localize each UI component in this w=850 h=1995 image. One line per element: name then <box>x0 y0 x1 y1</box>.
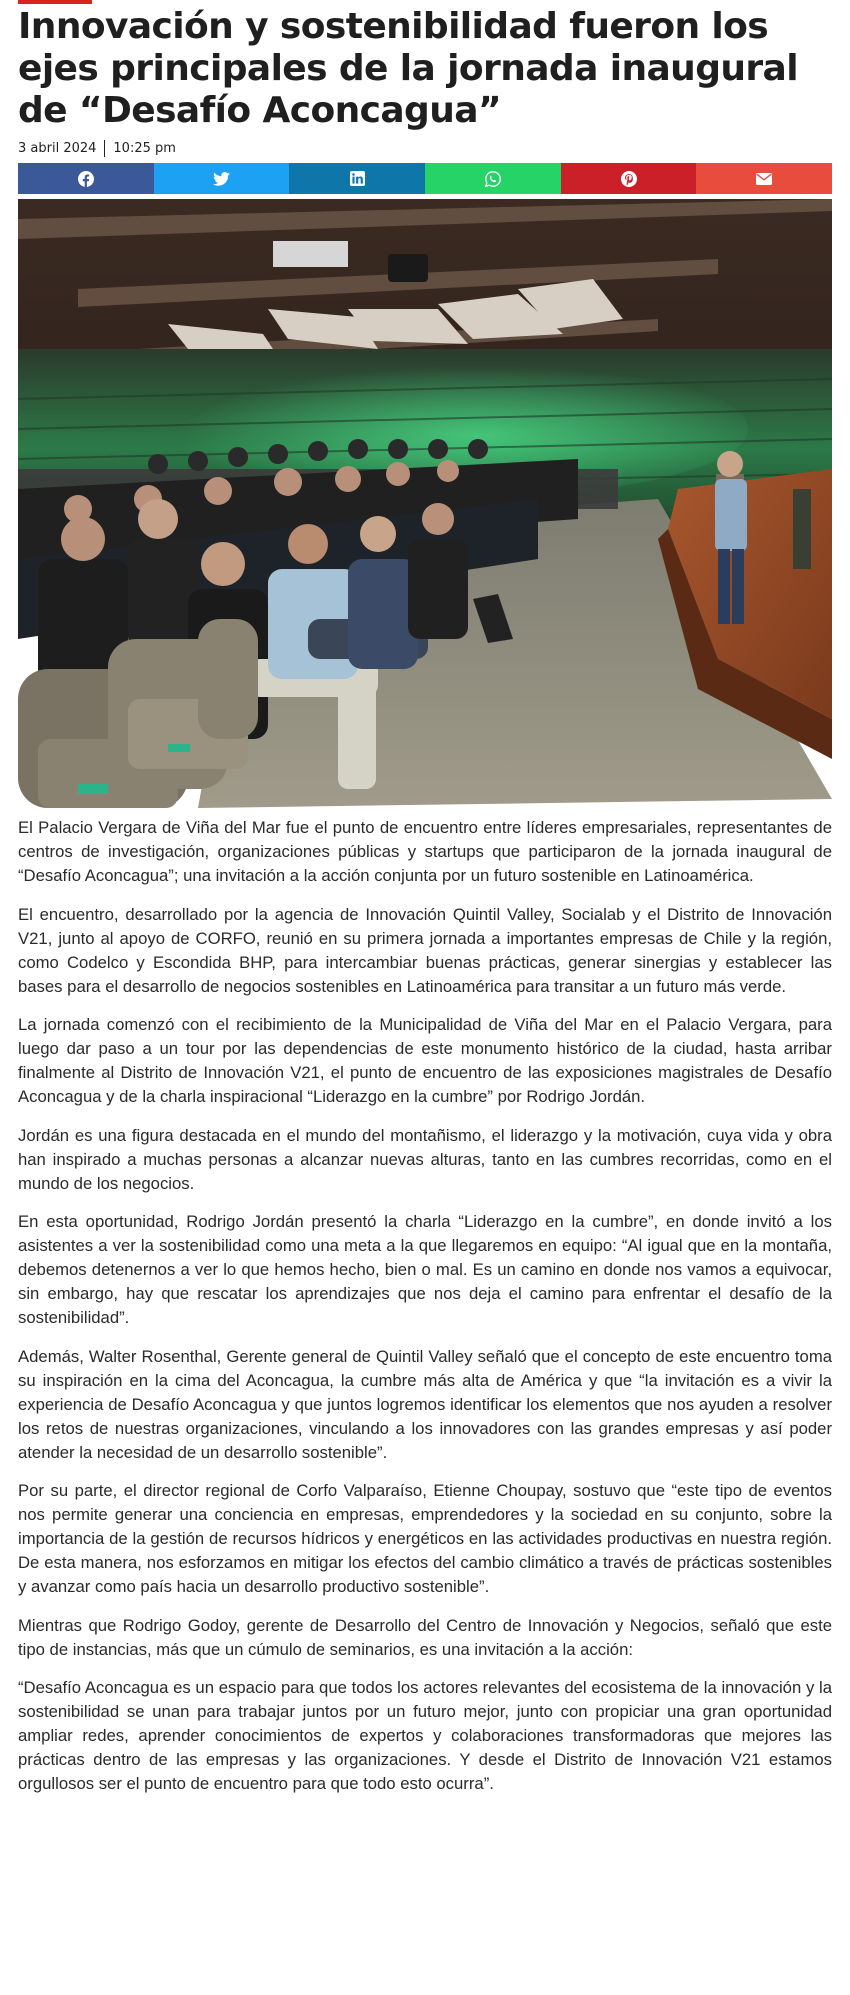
email-icon <box>756 173 772 185</box>
article-title: Innovación y sostenibilidad fueron los ejes principales de la jornada inaugural de “Desafío Aconcagua” <box>18 6 798 131</box>
article-date: 3 abril 2024 <box>18 140 97 156</box>
paragraph: Por su parte, el director regional de Corfo Valparaíso, Etienne Choupay, sostuvo que “este tipo de eventos nos permite generar una conciencia en empresas, emprendedores y la sociedad en su conjunto, sobre la importancia de la gestión de recursos hídricos y energéticos en las actividades productivas en nuestra región. De esta manera, nos esforzamos en mitigar los efectos del cambio climático a través de prácticas sostenibles y avanzar como país hacia un desarrollo productivo sostenible”. <box>18 1481 832 1596</box>
paragraph: El Palacio Vergara de Viña del Mar fue el punto de encuentro entre líderes empresariales, representantes de centros de investigación, organizaciones públicas y startups que participaron de la jornada inaugural de “Desafío Aconcagua”; una invitación a la acción conjunta por un futuro sostenible en Latinoamérica. <box>18 818 832 885</box>
share-whatsapp-button[interactable] <box>425 163 561 194</box>
article-meta <box>18 139 176 157</box>
paragraph: Mientras que Rodrigo Godoy, gerente de Desarrollo del Centro de Innovación y Negocios, señaló que este tipo de instancias, más que un cúmulo de seminarios, es una invitación a la acción: <box>18 1615 832 1659</box>
meta-divider <box>104 140 105 157</box>
paragraph: En esta oportunidad, Rodrigo Jordán presentó la charla “Liderazgo en la cumbre”, en donde invitó a los asistentes a ver la sostenibilidad como una meta a la que llegaremos en equipo: “Al igual que en la montaña, debemos detenernos a ver lo que hemos hecho, bien o mal. Es un camino en donde nos vamos a equivocar, sin embargo, hay que rescatar los aprendizajes que nos deja el camino para enfrentar el desafío de la sostenibilidad”. <box>18 1212 832 1327</box>
article-time: 10:25 pm <box>113 140 176 156</box>
share-email-button[interactable] <box>696 163 832 194</box>
paragraph: La jornada comenzó con el recibimiento de la Municipalidad de Viña del Mar en el Palacio Vergara, para luego dar paso a un tour por las dependencias de este monumento histórico de la ciudad, hasta arribar finalmente al Distrito de Innovación V21, el punto de encuentro de las exposiciones magistrales de Desafío Aconcagua y de la charla inspiracional “Liderazgo en la cumbre” por Rodrigo Jordán. <box>18 1015 832 1106</box>
pinterest-icon <box>621 171 637 187</box>
category-accent-bar <box>18 0 92 4</box>
share-facebook-button[interactable] <box>18 163 154 194</box>
linkedin-icon <box>350 171 365 186</box>
paragraph: Jordán es una figura destacada en el mundo del montañismo, el liderazgo y la motivación, cuya vida y obra han inspirado a muchas personas a alcanzar nuevas alturas, tanto en las cumbres recorridas, como en el mundo de los negocios. <box>18 1125 832 1193</box>
twitter-icon <box>213 172 230 186</box>
article-photo <box>18 199 832 808</box>
paragraph: Además, Walter Rosenthal, Gerente general de Quintil Valley señaló que el concepto de este encuentro toma su inspiración en la cima del Aconcagua, la cumbre más alta de América y que “la invitación es a vivir la experiencia de Desafío Aconcagua y que juntos logremos identificar los elementos que nos ayuden a resolver los retos de nuestras organizaciones, vinculando a los innovadores con las grandes empresas y así poder atender la necesidad de un desarrollo sostenible”. <box>18 1346 832 1462</box>
whatsapp-icon <box>485 171 501 187</box>
share-linkedin-button[interactable] <box>289 163 425 194</box>
facebook-icon <box>78 171 94 187</box>
paragraph: El encuentro, desarrollado por la agencia de Innovación Quintil Valley, Socialab y el Distrito de Innovación V21, junto al apoyo de CORFO, reunió en su primera jornada a importantes empresas de Chile y la región, como Codelco y Escondida BHP, para intercambiar buenas prácticas, generar sinergias y establecer las bases para el desarrollo de negocios sostenibles en Latinoamérica para transitar a un futuro más verde. <box>18 904 832 996</box>
article-body <box>18 816 832 1811</box>
paragraph: “Desafío Aconcagua es un espacio para que todos los actores relevantes del ecosistema de la innovación y la sostenibilidad se unan para trabajar juntos por un futuro mejor, junto con propiciar una gran oportunidad ampliar redes, aprender conocimientos de expertos y colaboraciones transformadoras que mejores las prácticas dentro de las empresas y las organizaciones. Y desde el Distrito de Innovación V21 estamos orgullosos ser el punto de encuentro para que todo esto ocurra”. <box>18 1678 832 1793</box>
share-twitter-button[interactable] <box>154 163 290 194</box>
share-pinterest-button[interactable] <box>561 163 697 194</box>
share-bar <box>18 163 832 194</box>
